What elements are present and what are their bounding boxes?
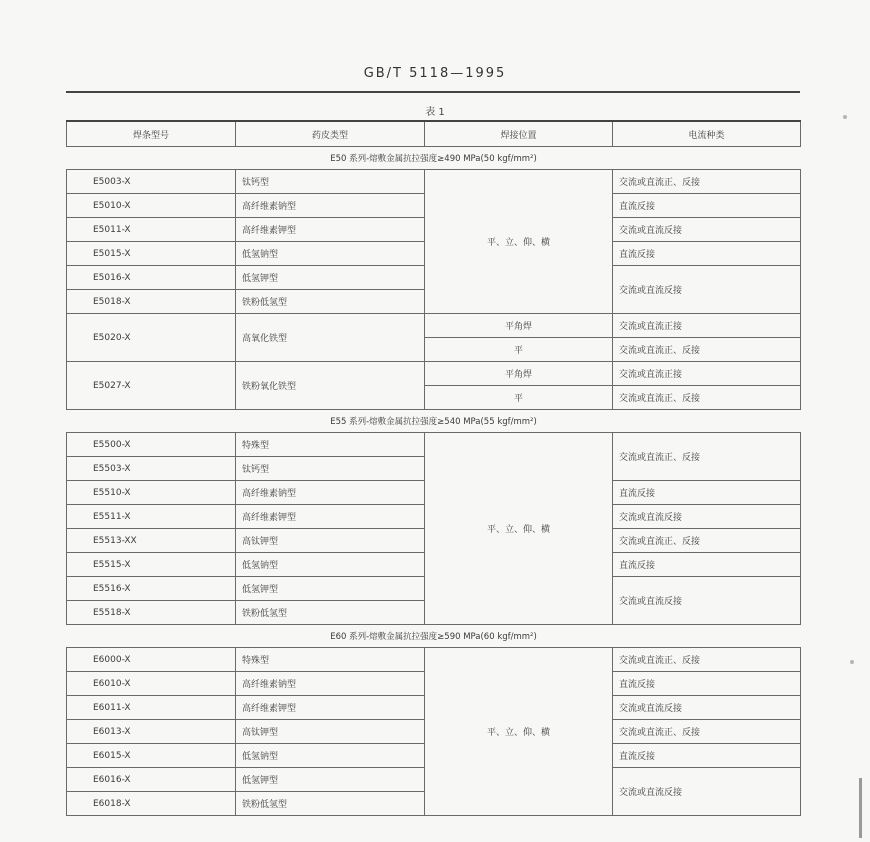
current-cell: 直流反接 xyxy=(613,194,801,218)
series-title: E50 系列-熔敷金属抗拉强度≥490 MPa(50 kgf/mm²) xyxy=(67,147,801,170)
table-title: 表 1 xyxy=(425,107,445,118)
model-cell: E6011-X xyxy=(67,696,236,720)
current-cell: 交流或直流反接 xyxy=(613,577,801,625)
coating-cell: 铁粉氧化铁型 xyxy=(236,362,425,410)
column-header-position: 焊接位置 xyxy=(425,121,613,147)
model-cell: E6010-X xyxy=(67,672,236,696)
coating-cell: 铁粉低氢型 xyxy=(236,792,425,816)
current-cell: 交流或直流正接 xyxy=(613,314,801,338)
coating-cell: 铁粉低氢型 xyxy=(236,601,425,625)
coating-cell: 高纤维素钠型 xyxy=(236,194,425,218)
model-cell: E5518-X xyxy=(67,601,236,625)
column-header-coating: 药皮类型 xyxy=(236,121,425,147)
coating-cell: 高钛钾型 xyxy=(236,720,425,744)
model-cell: E5027-X xyxy=(67,362,236,410)
coating-cell: 低氢钠型 xyxy=(236,553,425,577)
coating-cell: 低氢钠型 xyxy=(236,242,425,266)
coating-cell: 特殊型 xyxy=(236,648,425,672)
series-row xyxy=(67,410,801,433)
current-cell: 交流或直流反接 xyxy=(613,266,801,314)
position-cell: 平、立、仰、横 xyxy=(425,433,613,625)
model-cell: E5016-X xyxy=(67,266,236,290)
current-cell: 交流或直流正、反接 xyxy=(613,433,801,481)
coating-cell: 钛钙型 xyxy=(236,457,425,481)
scan-edge-mark xyxy=(859,778,862,838)
model-cell: E5011-X xyxy=(67,218,236,242)
current-cell: 直流反接 xyxy=(613,481,801,505)
coating-cell: 高氧化铁型 xyxy=(236,314,425,362)
current-cell: 交流或直流正、反接 xyxy=(613,386,801,410)
current-cell: 交流或直流正、反接 xyxy=(613,720,801,744)
model-cell: E5515-X xyxy=(67,553,236,577)
model-cell: E5513-XX xyxy=(67,529,236,553)
position-cell: 平 xyxy=(425,338,613,362)
series-row xyxy=(67,147,801,170)
table-row xyxy=(67,433,801,457)
position-cell: 平、立、仰、横 xyxy=(425,170,613,314)
header-rule xyxy=(66,91,800,93)
model-cell: E5003-X xyxy=(67,170,236,194)
table-header-row xyxy=(67,121,801,147)
column-header-current: 电流种类 xyxy=(613,121,801,147)
position-cell: 平、立、仰、横 xyxy=(425,648,613,816)
coating-cell: 低氢钾型 xyxy=(236,768,425,792)
coating-cell: 高钛钾型 xyxy=(236,529,425,553)
model-cell: E6018-X xyxy=(67,792,236,816)
scan-speck xyxy=(843,115,847,119)
current-cell: 直流反接 xyxy=(613,242,801,266)
current-cell: 交流或直流反接 xyxy=(613,768,801,816)
model-cell: E5510-X xyxy=(67,481,236,505)
coating-cell: 高纤维素钠型 xyxy=(236,481,425,505)
column-header-model: 焊条型号 xyxy=(67,121,236,147)
table-row xyxy=(67,314,801,338)
coating-cell: 钛钙型 xyxy=(236,170,425,194)
model-cell: E5020-X xyxy=(67,314,236,362)
coating-cell: 特殊型 xyxy=(236,433,425,457)
model-cell: E5018-X xyxy=(67,290,236,314)
current-cell: 交流或直流正、反接 xyxy=(613,529,801,553)
current-cell: 交流或直流反接 xyxy=(613,218,801,242)
current-cell: 交流或直流反接 xyxy=(613,696,801,720)
table-row xyxy=(67,362,801,386)
model-cell: E6013-X xyxy=(67,720,236,744)
current-cell: 交流或直流正、反接 xyxy=(613,170,801,194)
table-row xyxy=(67,648,801,672)
current-cell: 直流反接 xyxy=(613,744,801,768)
current-cell: 直流反接 xyxy=(613,553,801,577)
coating-cell: 低氢钾型 xyxy=(236,266,425,290)
coating-cell: 铁粉低氢型 xyxy=(236,290,425,314)
current-cell: 直流反接 xyxy=(613,672,801,696)
model-cell: E6015-X xyxy=(67,744,236,768)
model-cell: E5010-X xyxy=(67,194,236,218)
current-cell: 交流或直流正接 xyxy=(613,362,801,386)
series-title: E60 系列-熔敷金属抗拉强度≥590 MPa(60 kgf/mm²) xyxy=(67,625,801,648)
series-title: E55 系列-熔敷金属抗拉强度≥540 MPa(55 kgf/mm²) xyxy=(67,410,801,433)
series-row xyxy=(67,625,801,648)
coating-cell: 高纤维素钾型 xyxy=(236,218,425,242)
model-cell: E5500-X xyxy=(67,433,236,457)
coating-cell: 高纤维素钾型 xyxy=(236,696,425,720)
table-row xyxy=(67,170,801,194)
electrode-classification-table xyxy=(66,120,801,816)
position-cell: 平角焊 xyxy=(425,314,613,338)
model-cell: E5511-X xyxy=(67,505,236,529)
model-cell: E5516-X xyxy=(67,577,236,601)
current-cell: 交流或直流反接 xyxy=(613,505,801,529)
model-cell: E6000-X xyxy=(67,648,236,672)
position-cell: 平 xyxy=(425,386,613,410)
model-cell: E6016-X xyxy=(67,768,236,792)
coating-cell: 高纤维素钠型 xyxy=(236,672,425,696)
standard-number-header: GB/T 5118—1995 xyxy=(363,66,507,81)
coating-cell: 低氢钠型 xyxy=(236,744,425,768)
model-cell: E5015-X xyxy=(67,242,236,266)
current-cell: 交流或直流正、反接 xyxy=(613,648,801,672)
position-cell: 平角焊 xyxy=(425,362,613,386)
coating-cell: 高纤维素钾型 xyxy=(236,505,425,529)
model-cell: E5503-X xyxy=(67,457,236,481)
scan-speck xyxy=(850,660,854,664)
current-cell: 交流或直流正、反接 xyxy=(613,338,801,362)
coating-cell: 低氢钾型 xyxy=(236,577,425,601)
